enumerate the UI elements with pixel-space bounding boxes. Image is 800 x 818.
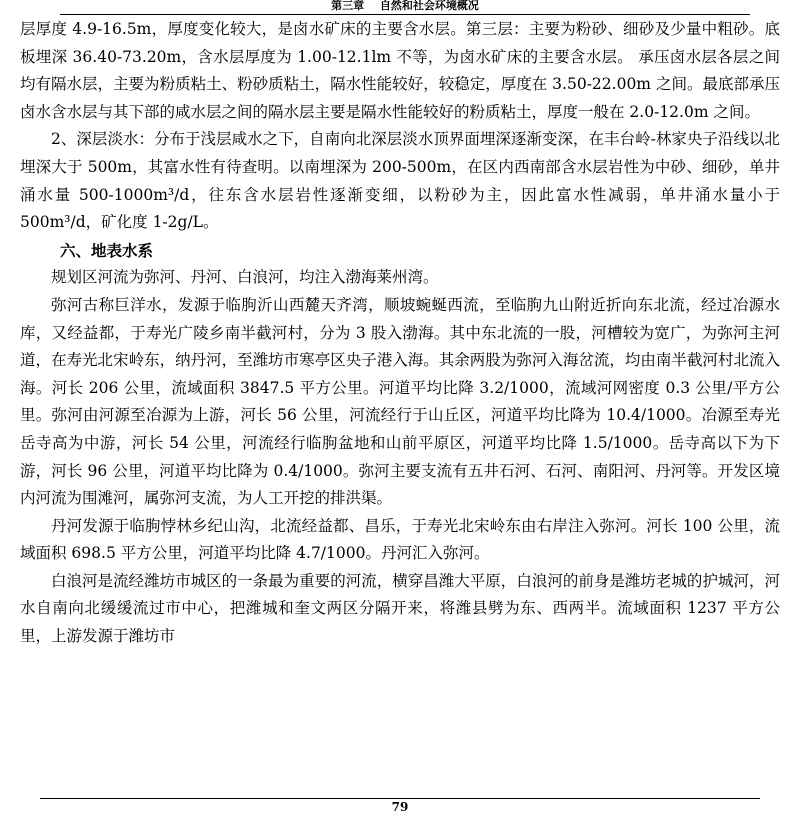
paragraph: 层厚度 4.9-16.5m，厚度变化较大，是卤水矿床的主要含水层。第三层：主要为粉砂、细砂及少量中粗砂。底板埋深 36.40-73.20m，含水层厚度为 1.00-12.1lm 不等，为卤水矿床的主要含水层。 承压卤水层各层之间均有隔水层，主要为粉质粘土、粉砂质粘土，隔水性能较好，较稳定，厚度在 3.50-22.00m 之间。最底部承压卤水含水层与其下部的咸水层之间的隔水层主要是隔水性能较好的粉质粘土，厚度一般在 2.0-12.0m 之间。	[20, 20, 780, 121]
section-heading: 六、地表水系	[60, 240, 154, 260]
page-footer	[40, 798, 760, 817]
paragraph: 弥河古称巨洋水，发源于临朐沂山西麓天齐湾，顺坡蜿蜒西流，至临朐九山附近折向东北流，经过冶源水库，又经益都，于寿光广陵乡南半截河村，分为 3 股入渤海。其中东北流的一股，河槽较为宽广，为弥河主河道，在寿光北宋岭东，纳丹河，至潍坊市寒亭区央子港入海。其余两股为弥河入海岔流，均由南半截河村北流入海。河长 206 公里，流域面积 3847.5 平方公里。河道平均比降 3.2/1000，流域河网密度 0.3 公里/平方公里。弥河由河源至冶源为上游，河长 56 公里，河流经行于山丘区，河道平均比降为 10.4/1000。冶源至寿光岳寺高为中游，河长 54 公里，河流经行临朐盆地和山前平原区，河道平均比降 1.5/1000。岳寺高以下为下游，河长 96 公里，河道平均比降为 0.4/1000。弥河主要支流有五井石河、石河、南阳河、丹河等。开发区境内河流为围滩河，属弥河支流，为人工开挖的排洪渠。	[20, 295, 780, 508]
paragraph: 丹河发源于临朐悖林乡纪山沟，北流经益都、昌乐，于寿光北宋岭东由右岸注入弥河。河长 100 公里，流域面积 698.5 平方公里，河道平均比降 4.7/1000。丹河汇入弥河。	[20, 516, 780, 563]
chapter-title: 自然和社会环境概况	[379, 0, 479, 12]
document-body	[20, 16, 780, 651]
paragraph: 规划区河流为弥河、丹河、白浪河，均注入渤海莱州湾。	[51, 268, 439, 287]
chapter-number: 第三章	[331, 0, 365, 12]
page-header	[60, 0, 750, 15]
paragraph: 白浪河是流经潍坊市城区的一条最为重要的河流，横穿昌潍大平原，白浪河的前身是潍坊老城的护城河，河水自南向北缓缓流过市中心，把潍城和奎文两区分隔开来，将潍县劈为东、西两半。流域面积 1237 平方公里，上游发源于潍坊市	[20, 571, 780, 646]
paragraph: 2、深层淡水：分布于浅层咸水之下，自南向北深层淡水顶界面埋深逐渐变深，在丰台岭-林家央子沿线以北埋深大于 500m，其富水性有待查明。以南埋深为 200-500m，在区内西南部含水层岩性为中砂、细砂，单井涌水量 500-1000m³/d，往东含水层岩性逐渐变细，以粉砂为主，因此富水性减弱，单井涌水量小于 500m³/d，矿化度 1-2g/L。	[20, 130, 780, 232]
page-number: 79	[391, 800, 409, 814]
